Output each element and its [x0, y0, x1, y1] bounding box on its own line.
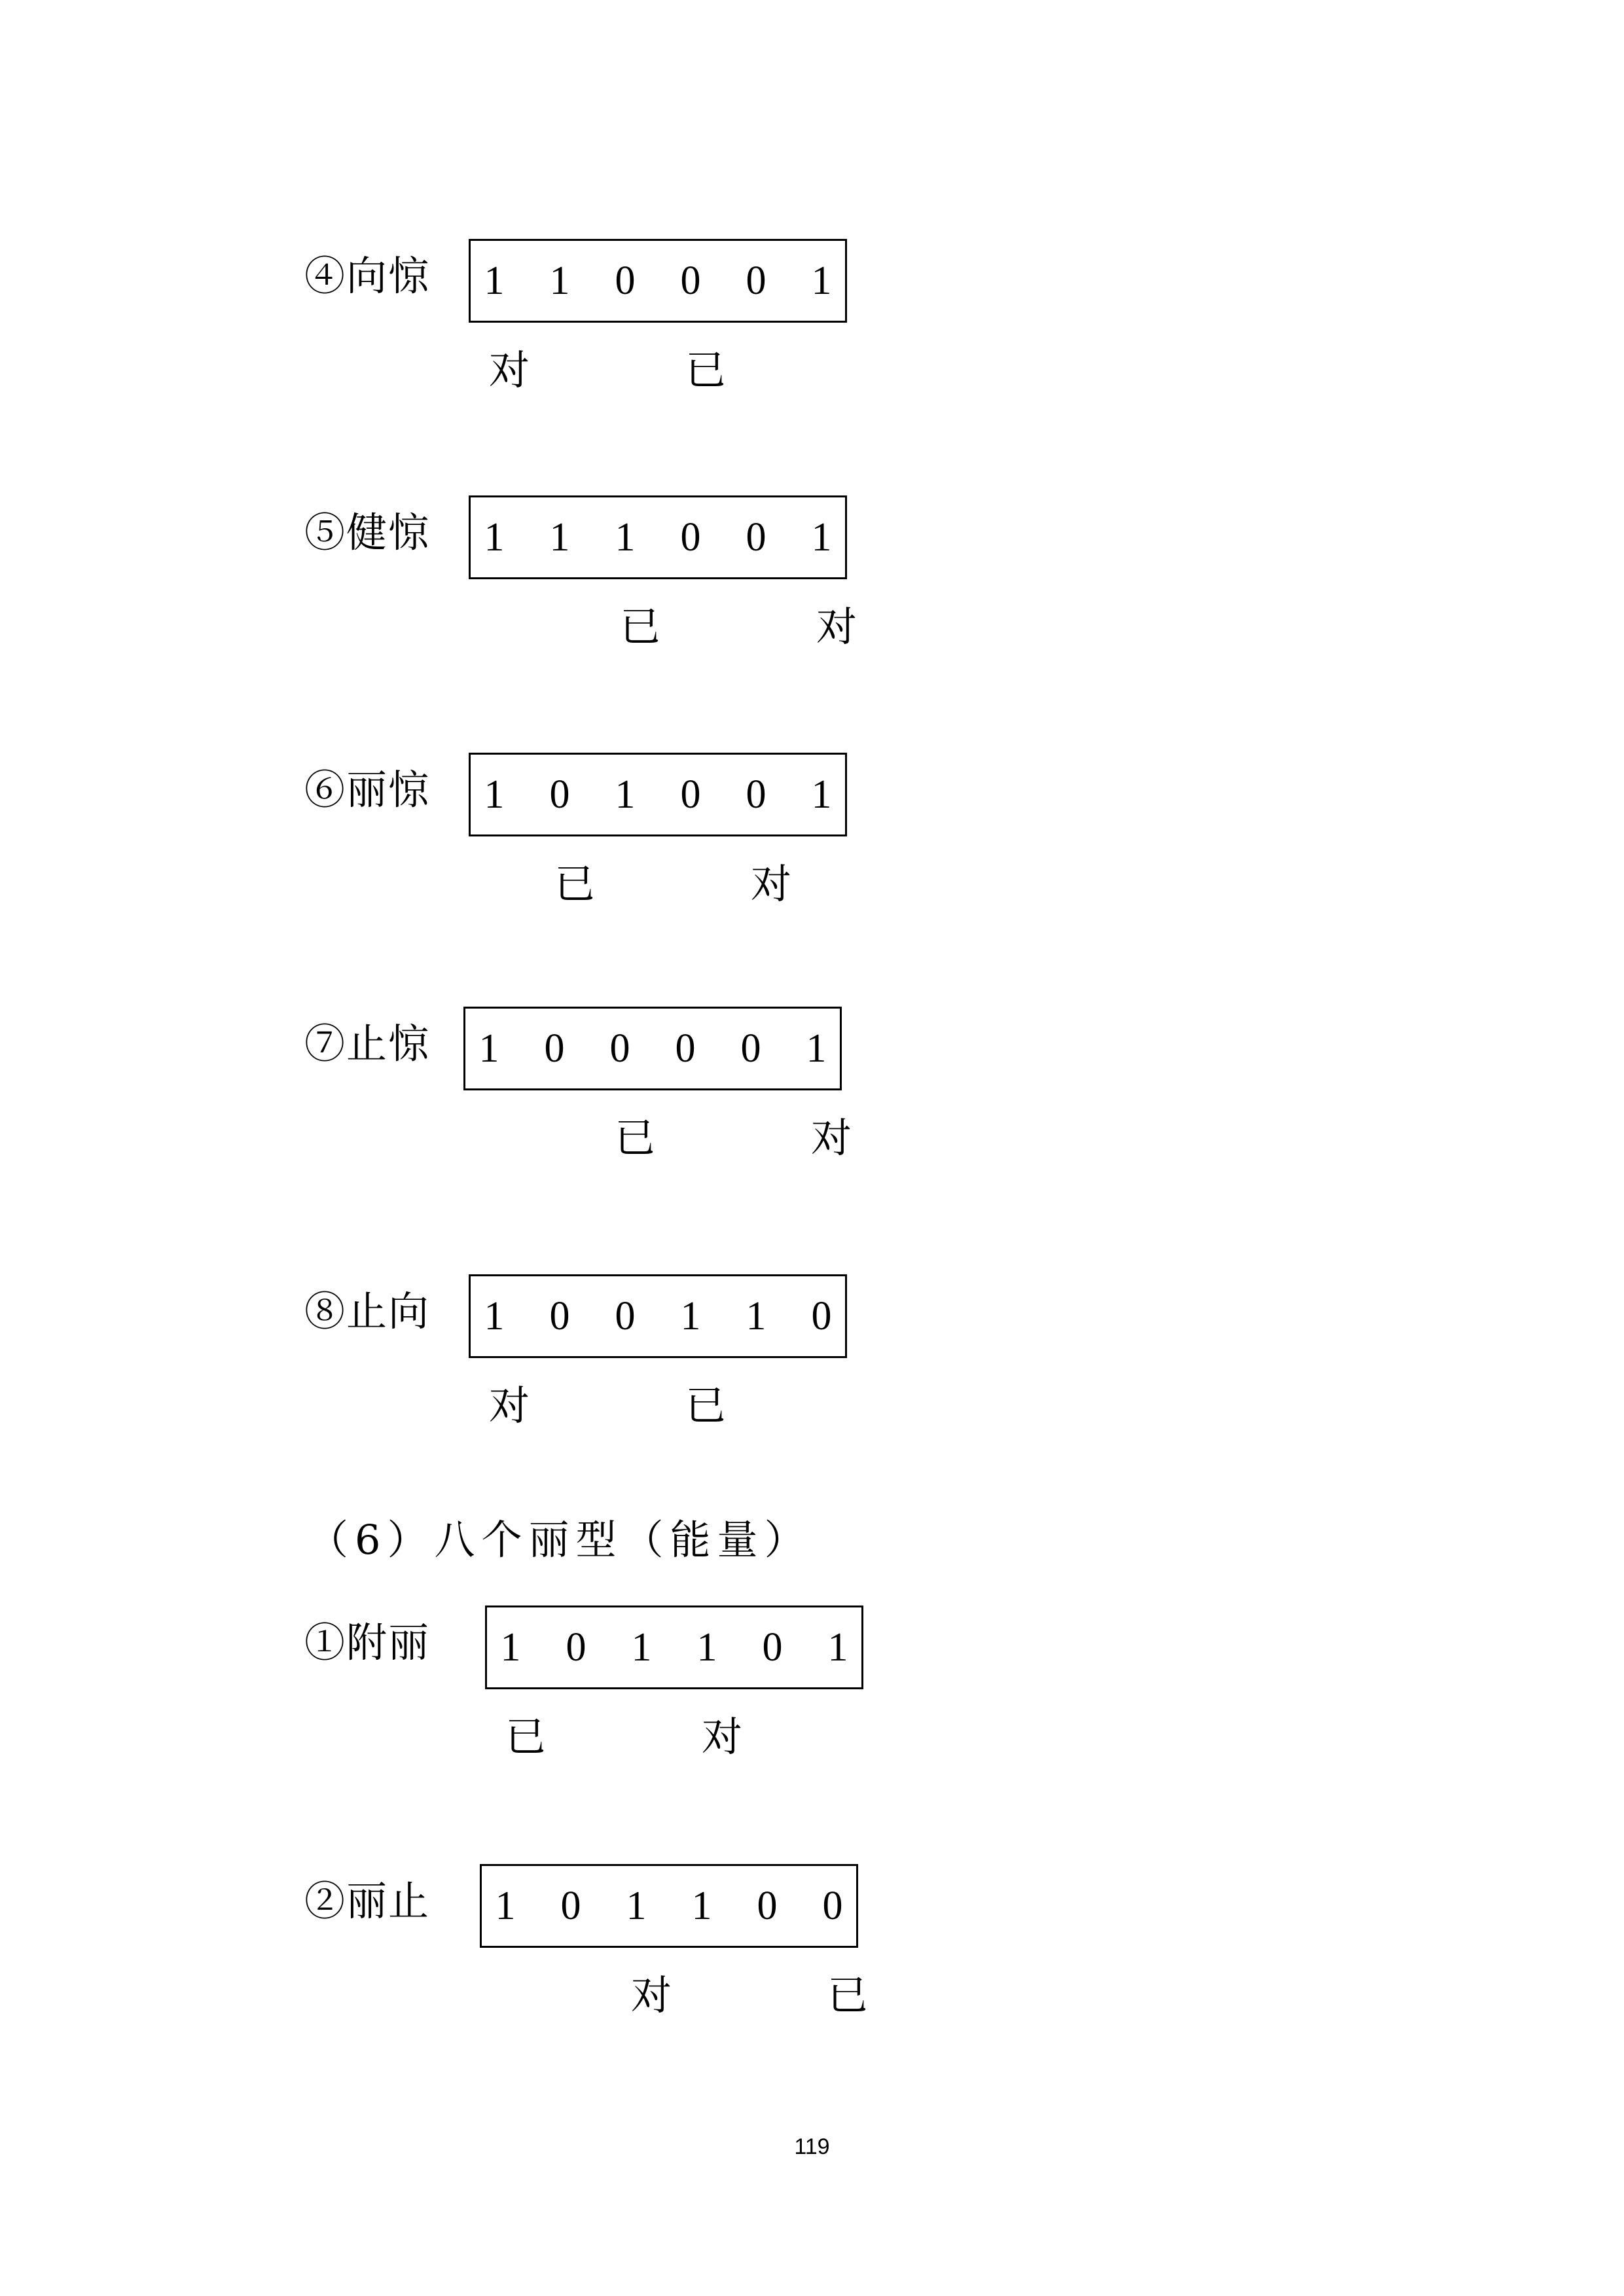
bit-digit: 0	[746, 259, 767, 303]
bit-box	[469, 1274, 847, 1358]
position-marker: 对	[631, 1971, 672, 2019]
bit-digit: 0	[757, 1884, 778, 1928]
bit-digit: 1	[631, 1625, 652, 1670]
bit-digit: 0	[680, 259, 701, 303]
position-marker: 已	[505, 1713, 547, 1761]
hexagram-label: ④向惊	[304, 252, 431, 300]
bit-digit: 0	[811, 1294, 832, 1338]
bit-digit: 0	[566, 1625, 586, 1670]
bit-digit: 0	[609, 1026, 630, 1071]
position-marker: 对	[816, 603, 857, 651]
position-marker: 已	[554, 860, 596, 908]
bit-digit: 0	[680, 772, 701, 817]
bit-digit: 1	[806, 1026, 827, 1071]
bit-digit: 1	[626, 1884, 647, 1928]
bit-box	[469, 239, 847, 323]
hexagram-label: ①附丽	[304, 1619, 431, 1666]
position-marker: 对	[751, 860, 792, 908]
bit-digit: 1	[746, 1294, 767, 1338]
bit-digit: 0	[746, 772, 767, 817]
bit-digit: 1	[811, 772, 832, 817]
bit-digit: 1	[484, 772, 505, 817]
bit-digit: 0	[740, 1026, 761, 1071]
position-marker: 对	[702, 1713, 743, 1761]
bit-digit: 1	[827, 1625, 848, 1670]
bit-digit: 0	[680, 515, 701, 560]
position-marker: 对	[489, 1382, 530, 1429]
bit-digit: 1	[478, 1026, 499, 1071]
bit-digit: 1	[484, 259, 505, 303]
bit-digit: 0	[762, 1625, 783, 1670]
bit-digit: 0	[544, 1026, 565, 1071]
page-number: 119	[794, 2134, 830, 2159]
position-marker: 已	[615, 1114, 656, 1162]
bit-digit: 0	[560, 1884, 581, 1928]
hexagram-label: ⑤健惊	[304, 509, 431, 556]
hexagram-label: ⑦止惊	[304, 1020, 431, 1067]
bit-digit: 0	[549, 772, 570, 817]
bit-box	[463, 1007, 842, 1090]
position-marker: 已	[827, 1971, 869, 2019]
hexagram-label: ⑧止向	[304, 1287, 431, 1335]
bit-digit: 1	[696, 1625, 717, 1670]
position-marker: 对	[489, 346, 530, 394]
bit-digit: 0	[549, 1294, 570, 1338]
bit-digit: 0	[822, 1884, 843, 1928]
position-marker: 已	[685, 346, 727, 394]
position-marker: 对	[811, 1114, 852, 1162]
bit-digit: 1	[811, 515, 832, 560]
bit-digit: 1	[691, 1884, 712, 1928]
bit-digit: 1	[549, 515, 570, 560]
bit-digit: 1	[495, 1884, 516, 1928]
position-marker: 已	[685, 1382, 727, 1429]
bit-digit: 1	[680, 1294, 701, 1338]
bit-digit: 0	[615, 259, 636, 303]
bit-digit: 1	[811, 259, 832, 303]
bit-digit: 1	[615, 772, 636, 817]
hexagram-label: ⑥丽惊	[304, 766, 431, 814]
bit-box	[469, 495, 847, 579]
bit-box	[480, 1864, 858, 1948]
bit-box	[469, 753, 847, 836]
bit-digit: 0	[675, 1026, 696, 1071]
hexagram-label: ②丽止	[304, 1877, 431, 1925]
bit-digit: 1	[484, 515, 505, 560]
bit-box	[485, 1605, 863, 1689]
position-marker: 已	[620, 603, 661, 651]
bit-digit: 1	[500, 1625, 521, 1670]
bit-digit: 1	[484, 1294, 505, 1338]
bit-digit: 0	[746, 515, 767, 560]
section-heading: （6）八个丽型（能量）	[308, 1516, 812, 1564]
bit-digit: 1	[615, 515, 636, 560]
bit-digit: 1	[549, 259, 570, 303]
bit-digit: 0	[615, 1294, 636, 1338]
